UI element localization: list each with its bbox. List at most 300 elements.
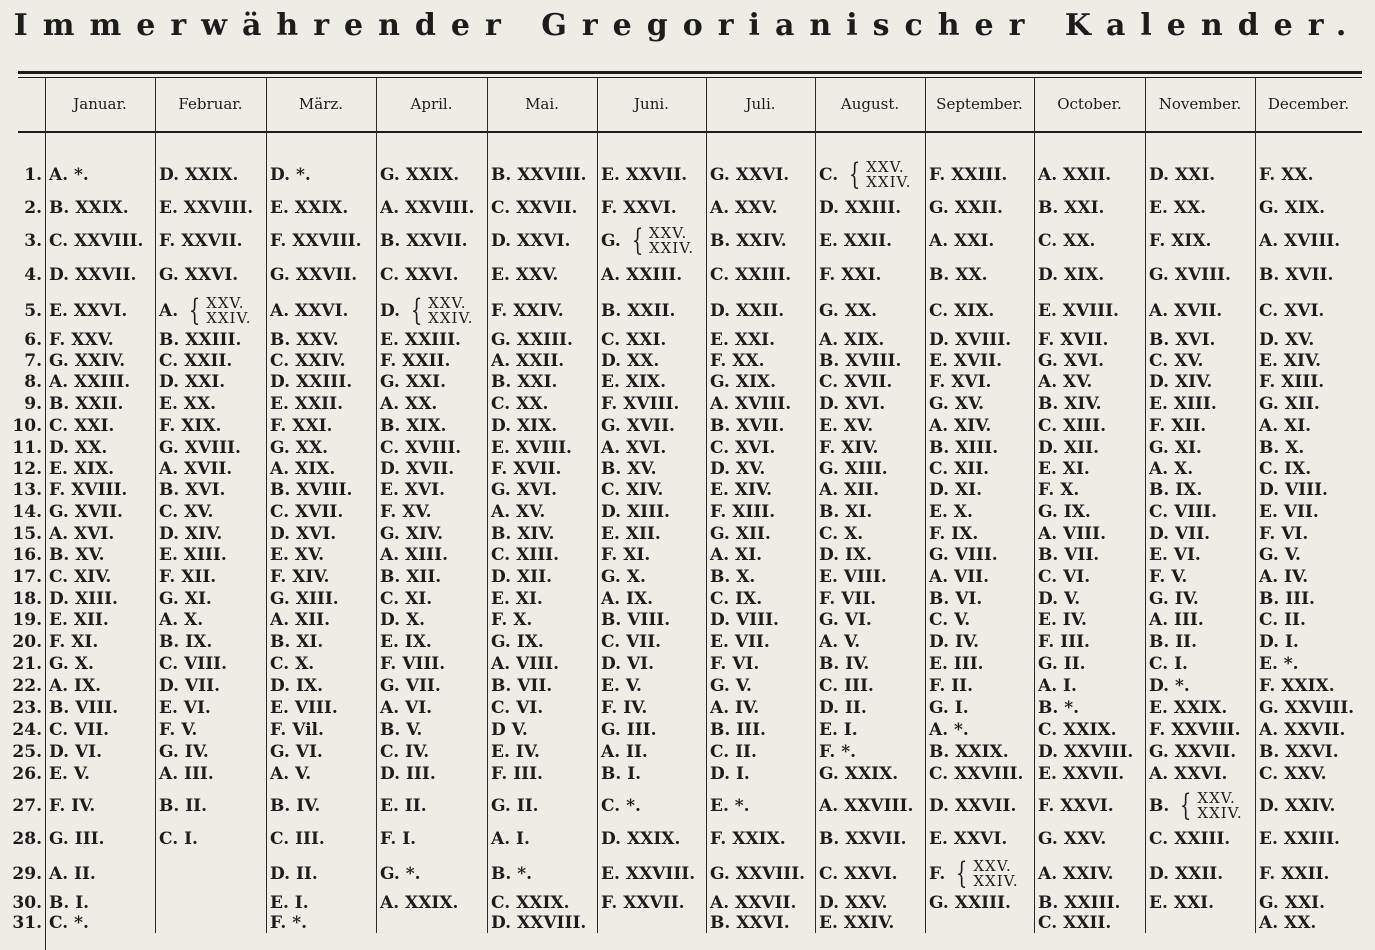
dominical-letter: A.	[159, 301, 179, 321]
epact-value: XXV.	[648, 224, 688, 242]
brace-glyph: {	[410, 293, 423, 328]
epact-cell: G. *.	[380, 864, 421, 884]
epact-cell: E. XV.	[819, 416, 874, 436]
epact-cell: G. XXVI.	[710, 165, 790, 185]
column-divider	[376, 78, 377, 933]
day-number: 10.	[12, 416, 42, 436]
epact-cell: C. *.	[601, 796, 641, 816]
epact-cell: F. XXIII.	[929, 165, 1008, 185]
epact-cell: G. IX.	[1038, 502, 1091, 522]
epact-cell: B. XXIV.	[710, 231, 787, 251]
epact-cell: F. *.	[819, 742, 857, 762]
epact-cell: A. V.	[270, 764, 312, 784]
top-rule	[18, 71, 1362, 74]
epact-cell: G. XXVIII.	[710, 864, 806, 884]
epact-cell: D. IV.	[929, 632, 980, 652]
epact-cell: B. I.	[49, 893, 90, 913]
epact-cell: C. XXII.	[159, 351, 233, 371]
header-rule	[18, 131, 1362, 133]
epact-cell: C. XXIII.	[1149, 829, 1231, 849]
epact-cell: D. XVIII.	[929, 330, 1012, 350]
epact-cell: G. XII.	[1259, 394, 1320, 414]
epact-cell: G. VI.	[270, 742, 323, 762]
epact-cell: B. XXVI.	[710, 913, 790, 933]
epact-cell: A. XX.	[380, 394, 438, 414]
column-divider	[266, 78, 267, 933]
epact-cell: G. XXVII.	[270, 265, 358, 285]
epact-cell: G. XXVII.	[1149, 742, 1237, 762]
epact-cell: B. *.	[491, 864, 533, 884]
epact-cell: B. XXVII.	[819, 829, 907, 849]
epact-cell: B. XXIX.	[49, 198, 129, 218]
epact-cell: E. XXVII.	[1038, 764, 1125, 784]
epact-cell: D. III.	[380, 764, 436, 784]
epact-cell: E. XXIII.	[1259, 829, 1340, 849]
page-title: Immerwährender Gregorianischer Kalender.	[13, 8, 1362, 43]
epact-cell: B. XXIX.	[929, 742, 1009, 762]
epact-cell: G. XXIX.	[819, 764, 899, 784]
epact-cell: A. XX.	[1259, 913, 1317, 933]
column-divider	[155, 78, 156, 933]
epact-cell: G. XIII.	[819, 459, 888, 479]
epact-cell: A. III.	[1149, 610, 1204, 630]
epact-cell: D. XXVII.	[49, 265, 137, 285]
epact-cell: G. XV.	[929, 394, 985, 414]
column-divider	[706, 78, 707, 933]
epact-cell: C. VI.	[1038, 567, 1091, 587]
epact-cell: E. I.	[270, 893, 309, 913]
epact-value: XXIV.	[648, 239, 695, 257]
epact-cell: D. XVI.	[819, 394, 886, 414]
day-number: 24.	[12, 720, 42, 740]
epact-cell: B. XV.	[601, 459, 657, 479]
epact-cell: C. XX.	[1038, 231, 1096, 251]
epact-cell: D. II.	[819, 698, 867, 718]
epact-cell: B. XVIII.	[819, 351, 902, 371]
epact-cell: D. XXII.	[1149, 864, 1224, 884]
epact-cell: D. XXVIII.	[1038, 742, 1134, 762]
day-number: 21.	[12, 654, 42, 674]
epact-cell: C. XV.	[1149, 351, 1204, 371]
dominical-letter: D.	[380, 301, 401, 321]
epact-cell: E. XIV.	[1259, 351, 1322, 371]
epact-cell: A. XVIII.	[710, 394, 792, 414]
day-number: 19.	[12, 610, 42, 630]
epact-cell: F. V.	[159, 720, 198, 740]
epact-cell: F. III.	[1038, 632, 1090, 652]
epact-cell: C. XXVI.	[380, 265, 459, 285]
epact-cell: E. XXII.	[270, 394, 343, 414]
epact-cell: A. XXVIII.	[380, 198, 475, 218]
epact-cell: B. IX.	[159, 632, 213, 652]
day-number: 20.	[12, 632, 42, 652]
month-header: Februar.	[178, 95, 243, 113]
epact-cell	[601, 223, 695, 258]
epact-cell: A. XI.	[710, 545, 763, 565]
epact-cell: D. IX.	[270, 676, 324, 696]
epact-cell: A. XXI.	[929, 231, 995, 251]
day-number: 2.	[24, 198, 42, 218]
epact-cell: D. XI.	[929, 480, 983, 500]
epact-pair	[428, 296, 473, 326]
day-number: 27.	[12, 796, 42, 816]
dominical-letter: C.	[819, 165, 839, 185]
epact-cell: F. XIV.	[270, 567, 330, 587]
epact-cell: A. XXVII.	[710, 893, 797, 913]
epact-cell: G. VI.	[819, 610, 872, 630]
epact-cell: F. XXIV.	[491, 301, 564, 321]
epact-cell: E. II.	[380, 796, 427, 816]
epact-cell: E. XVI.	[380, 480, 446, 500]
epact-cell: F. VIII.	[380, 654, 446, 674]
epact-cell: B. XXV.	[270, 330, 339, 350]
epact-cell: A. III.	[159, 764, 214, 784]
month-header: October.	[1057, 95, 1122, 113]
epact-cell: A. XV.	[1038, 372, 1093, 392]
epact-cell: E. XXV.	[491, 265, 559, 285]
epact-cell: A. IX.	[49, 676, 102, 696]
epact-cell: E. XII.	[601, 524, 661, 544]
epact-cell: F. IX.	[929, 524, 979, 544]
epact-cell: E. VI.	[1149, 545, 1201, 565]
epact-value: XXIV.	[206, 309, 252, 327]
epact-cell: E. XXIX.	[1149, 698, 1228, 718]
epact-value: XXV.	[428, 294, 467, 312]
epact-value: XXV.	[206, 294, 245, 312]
epact-cell: B. XII.	[380, 567, 442, 587]
epact-cell: B. III.	[1259, 589, 1315, 609]
epact-cell: E. VI.	[159, 698, 211, 718]
epact-cell: E. X.	[929, 502, 973, 522]
epact-cell: B. XXIII.	[1038, 893, 1121, 913]
epact-cell: C. VIII.	[159, 654, 228, 674]
column-divider	[597, 78, 598, 933]
epact-cell: A. XVI.	[601, 438, 667, 458]
epact-cell: D. XIX.	[1038, 265, 1105, 285]
epact-cell: E. XXIII.	[380, 330, 461, 350]
epact-cell: G. XXVIII.	[1259, 698, 1355, 718]
epact-cell: E. XXVIII.	[159, 198, 254, 218]
brace-glyph: {	[848, 157, 861, 192]
epact-cell: D. XII.	[1038, 438, 1099, 458]
column-divider	[815, 78, 816, 933]
epact-cell: B. XVII.	[1259, 265, 1334, 285]
epact-cell: A. IV.	[710, 698, 760, 718]
epact-cell: G. XIX.	[710, 372, 776, 392]
epact-cell: B. XIII.	[929, 438, 999, 458]
epact-cell: E. XXVII.	[601, 165, 688, 185]
epact-cell: A. XI.	[1259, 416, 1312, 436]
epact-cell: F. XXVIII.	[270, 231, 362, 251]
month-header: Januar.	[73, 95, 127, 113]
epact-cell: E. VII.	[1259, 502, 1319, 522]
epact-cell: F. XX.	[1259, 165, 1314, 185]
month-header: December.	[1267, 95, 1350, 113]
epact-cell: B. VII.	[1038, 545, 1100, 565]
epact-cell: D. XIII.	[49, 589, 118, 609]
epact-cell: C. IV.	[380, 742, 430, 762]
epact-cell: C. XXIX.	[1038, 720, 1117, 740]
epact-cell: G. II.	[491, 796, 539, 816]
epact-cell: F. V.	[1149, 567, 1188, 587]
epact-cell: C. XXII.	[1038, 913, 1112, 933]
day-number: 18.	[12, 589, 42, 609]
epact-pair	[206, 296, 251, 326]
month-header: August.	[840, 95, 900, 113]
epact-cell: A. XIX.	[270, 459, 336, 479]
epact-cell: C. XXVIII.	[929, 764, 1024, 784]
epact-cell: C. XVI.	[1259, 301, 1325, 321]
epact-cell: G. II.	[1038, 654, 1086, 674]
epact-cell: E. XXVIII.	[601, 864, 696, 884]
epact-cell: B. V.	[380, 720, 423, 740]
epact-cell: D. XXVII.	[929, 796, 1017, 816]
epact-cell: A. IX.	[601, 589, 654, 609]
epact-cell: D. IX.	[819, 545, 873, 565]
epact-cell: C. X.	[270, 654, 315, 674]
epact-pair	[1197, 791, 1242, 821]
epact-cell: A. XVIII.	[1259, 231, 1341, 251]
epact-cell: A. II.	[49, 864, 96, 884]
day-number: 26.	[12, 764, 42, 784]
epact-cell: G. XXI.	[380, 372, 446, 392]
epact-cell: B. XXIII.	[159, 330, 242, 350]
epact-cell: A. X.	[159, 610, 204, 630]
epact-cell: C. XIX.	[929, 301, 995, 321]
epact-cell: B. XIX.	[380, 416, 447, 436]
column-divider	[1145, 78, 1146, 933]
day-number: 16.	[12, 545, 42, 565]
epact-value: XXV.	[866, 158, 905, 176]
epact-cell: F. XXIX.	[1259, 676, 1335, 696]
epact-cell: F. VII.	[819, 589, 877, 609]
epact-cell: E. XXI.	[710, 330, 776, 350]
epact-cell: F. VI.	[1259, 524, 1309, 544]
epact-cell: B. XXVIII.	[491, 165, 587, 185]
epact-cell: A. XVII.	[1149, 301, 1223, 321]
day-number: 13.	[12, 480, 42, 500]
epact-cell: B. XXII.	[49, 394, 124, 414]
month-header: November.	[1158, 95, 1242, 113]
epact-cell: D. XXI.	[1149, 165, 1216, 185]
epact-cell: E. XIX.	[49, 459, 115, 479]
epact-value: XXV.	[973, 857, 1012, 875]
epact-cell: C. IX.	[710, 589, 763, 609]
column-divider	[45, 78, 46, 950]
epact-cell: G. VII.	[380, 676, 441, 696]
day-number: 6.	[24, 330, 42, 350]
epact-cell: D. XXI.	[159, 372, 226, 392]
epact-cell: C. XIII.	[1038, 416, 1107, 436]
epact-cell: D. XVII.	[380, 459, 455, 479]
epact-cell: B. XI.	[819, 502, 873, 522]
epact-cell: G. XVIII.	[1149, 265, 1231, 285]
epact-cell: E. V.	[49, 764, 90, 784]
epact-cell: G. XIII.	[270, 589, 339, 609]
brace-glyph: {	[188, 293, 201, 328]
epact-cell: F. XII.	[159, 567, 217, 587]
epact-cell: C. VII.	[601, 632, 662, 652]
epact-cell: A. VIII.	[1038, 524, 1106, 544]
epact-cell: D. II.	[270, 864, 318, 884]
epact-cell: D. XXVIII.	[491, 913, 587, 933]
epact-cell: C. XXI.	[49, 416, 115, 436]
epact-cell: D. VI.	[49, 742, 103, 762]
epact-cell: G. III.	[49, 829, 105, 849]
column-divider	[925, 78, 926, 933]
epact-cell: E. *.	[710, 796, 750, 816]
epact-cell: C. *.	[49, 913, 89, 933]
day-number: 23.	[12, 698, 42, 718]
epact-cell: A. XXVII.	[1259, 720, 1346, 740]
epact-value: XXIV.	[1197, 804, 1243, 822]
epact-cell: F. XVIII.	[49, 480, 128, 500]
epact-cell: E. XIII.	[1149, 394, 1217, 414]
day-number: 14.	[12, 502, 42, 522]
epact-cell: A. I.	[491, 829, 530, 849]
epact-cell: F. II.	[929, 676, 974, 696]
epact-cell: E. XI.	[491, 589, 543, 609]
epact-cell: D. XXIV.	[1259, 796, 1336, 816]
epact-cell: B. IV.	[819, 654, 870, 674]
epact-cell: B. XXI.	[1038, 198, 1105, 218]
epact-cell: B. XI.	[270, 632, 324, 652]
epact-cell: A. VIII.	[491, 654, 559, 674]
epact-cell: F. VI.	[710, 654, 760, 674]
epact-value: XXIV.	[428, 309, 474, 327]
month-header: Mai.	[525, 95, 559, 113]
epact-cell: C. XVI.	[710, 438, 776, 458]
epact-cell: C. VII.	[49, 720, 110, 740]
epact-cell: B. XVIII.	[270, 480, 353, 500]
epact-cell: G. XVII.	[601, 416, 675, 436]
epact-cell: C. XXIX.	[491, 893, 570, 913]
day-number: 3.	[24, 231, 42, 251]
month-header: September.	[936, 95, 1023, 113]
month-header: Juli.	[745, 95, 776, 113]
epact-cell: C. XII.	[929, 459, 990, 479]
epact-cell: F. XIII.	[1259, 372, 1325, 392]
day-number: 29.	[12, 864, 42, 884]
epact-cell: F. XIX.	[159, 416, 222, 436]
epact-cell: A. *.	[929, 720, 969, 740]
epact-cell: B. XIV.	[491, 524, 555, 544]
day-number: 1.	[24, 165, 42, 185]
day-number: 7.	[24, 351, 42, 371]
epact-cell	[1149, 788, 1243, 823]
epact-cell: E. V.	[601, 676, 642, 696]
epact-cell: D. XXIII.	[819, 198, 902, 218]
epact-cell: C. XVII.	[819, 372, 893, 392]
epact-cell: A. XIV.	[929, 416, 992, 436]
epact-cell: F. XVI.	[929, 372, 992, 392]
epact-cell: G. XXIII.	[929, 893, 1011, 913]
epact-cell: C. XXVIII.	[49, 231, 144, 251]
epact-cell: F. XXV.	[49, 330, 114, 350]
epact-cell: E. XIII.	[159, 545, 227, 565]
epact-cell: A. XXVIII.	[819, 796, 914, 816]
epact-cell: F. X.	[1038, 480, 1080, 500]
epact-cell: A. VI.	[380, 698, 433, 718]
day-number: 15.	[12, 524, 42, 544]
day-number: 9.	[24, 394, 42, 414]
epact-cell: G. V.	[710, 676, 752, 696]
epact-cell: C. XXVI.	[819, 864, 898, 884]
epact-cell: C. IX.	[1259, 459, 1312, 479]
epact-cell: E. IX.	[380, 632, 432, 652]
epact-cell: D. I.	[710, 764, 750, 784]
epact-cell: A. XXII.	[1038, 165, 1112, 185]
epact-cell: G. IV.	[1149, 589, 1199, 609]
epact-cell: G. XXVI.	[159, 265, 239, 285]
epact-cell: A. XV.	[491, 502, 546, 522]
epact-cell: G. X.	[601, 567, 646, 587]
brace-glyph: {	[956, 856, 968, 891]
epact-cell: A. XXIV.	[1038, 864, 1114, 884]
epact-cell: A. XIII.	[380, 545, 448, 565]
epact-cell: D. XXIX.	[601, 829, 681, 849]
epact-cell: C. XIV.	[601, 480, 664, 500]
epact-cell: D. XXIX.	[159, 165, 239, 185]
epact-cell: C. XVIII.	[380, 438, 462, 458]
epact-cell: G. X.	[49, 654, 94, 674]
epact-value: XXV.	[1197, 789, 1236, 807]
epact-cell: B. XV.	[49, 545, 105, 565]
epact-cell: D. XV.	[710, 459, 766, 479]
epact-cell: A. IV.	[1259, 567, 1309, 587]
epact-cell: F. XIII.	[710, 502, 776, 522]
epact-cell: C. XXIV.	[270, 351, 346, 371]
epact-cell: E. VIII.	[819, 567, 887, 587]
dominical-letter: G.	[601, 231, 621, 251]
epact-cell: D. XXII.	[710, 301, 785, 321]
epact-cell: E. XVIII.	[1038, 301, 1119, 321]
epact-cell: C. XXVII.	[491, 198, 578, 218]
brace-glyph: {	[1180, 788, 1192, 823]
epact-cell: C. VIII.	[1149, 502, 1218, 522]
epact-cell: E. VII.	[710, 632, 770, 652]
epact-cell: B. XXI.	[491, 372, 558, 392]
epact-cell: C. XXI.	[601, 330, 667, 350]
epact-cell: B. XXVI.	[1259, 742, 1339, 762]
epact-cell: C. XXV.	[1259, 764, 1327, 784]
epact-cell: G. IV.	[159, 742, 209, 762]
epact-cell: B. XIV.	[1038, 394, 1102, 414]
dominical-letter: F.	[929, 864, 946, 884]
epact-cell: G. XI.	[159, 589, 212, 609]
epact-cell: A. XIX.	[819, 330, 885, 350]
day-number: 30.	[12, 893, 42, 913]
epact-cell: A. II.	[601, 742, 648, 762]
epact-cell: E. IV.	[491, 742, 540, 762]
epact-cell: E. XXVI.	[929, 829, 1008, 849]
epact-cell: A. XXVI.	[1149, 764, 1228, 784]
epact-cell: F. XXVII.	[159, 231, 243, 251]
epact-cell: D. XVI.	[270, 524, 337, 544]
column-divider	[1034, 78, 1035, 933]
epact-cell: E. XXI.	[1149, 893, 1215, 913]
epact-cell: A. XXIII.	[49, 372, 131, 392]
epact-cell: B. XXII.	[601, 301, 676, 321]
epact-cell: D. XV.	[1259, 330, 1315, 350]
epact-cell: F. XXVII.	[601, 893, 685, 913]
epact-cell: G. XI.	[1149, 438, 1202, 458]
epact-value: XXIV.	[866, 173, 912, 191]
epact-cell: D. XIX.	[491, 416, 558, 436]
epact-cell: D. *.	[270, 165, 311, 185]
epact-cell: G. XXIII.	[491, 330, 573, 350]
epact-pair	[866, 160, 911, 190]
